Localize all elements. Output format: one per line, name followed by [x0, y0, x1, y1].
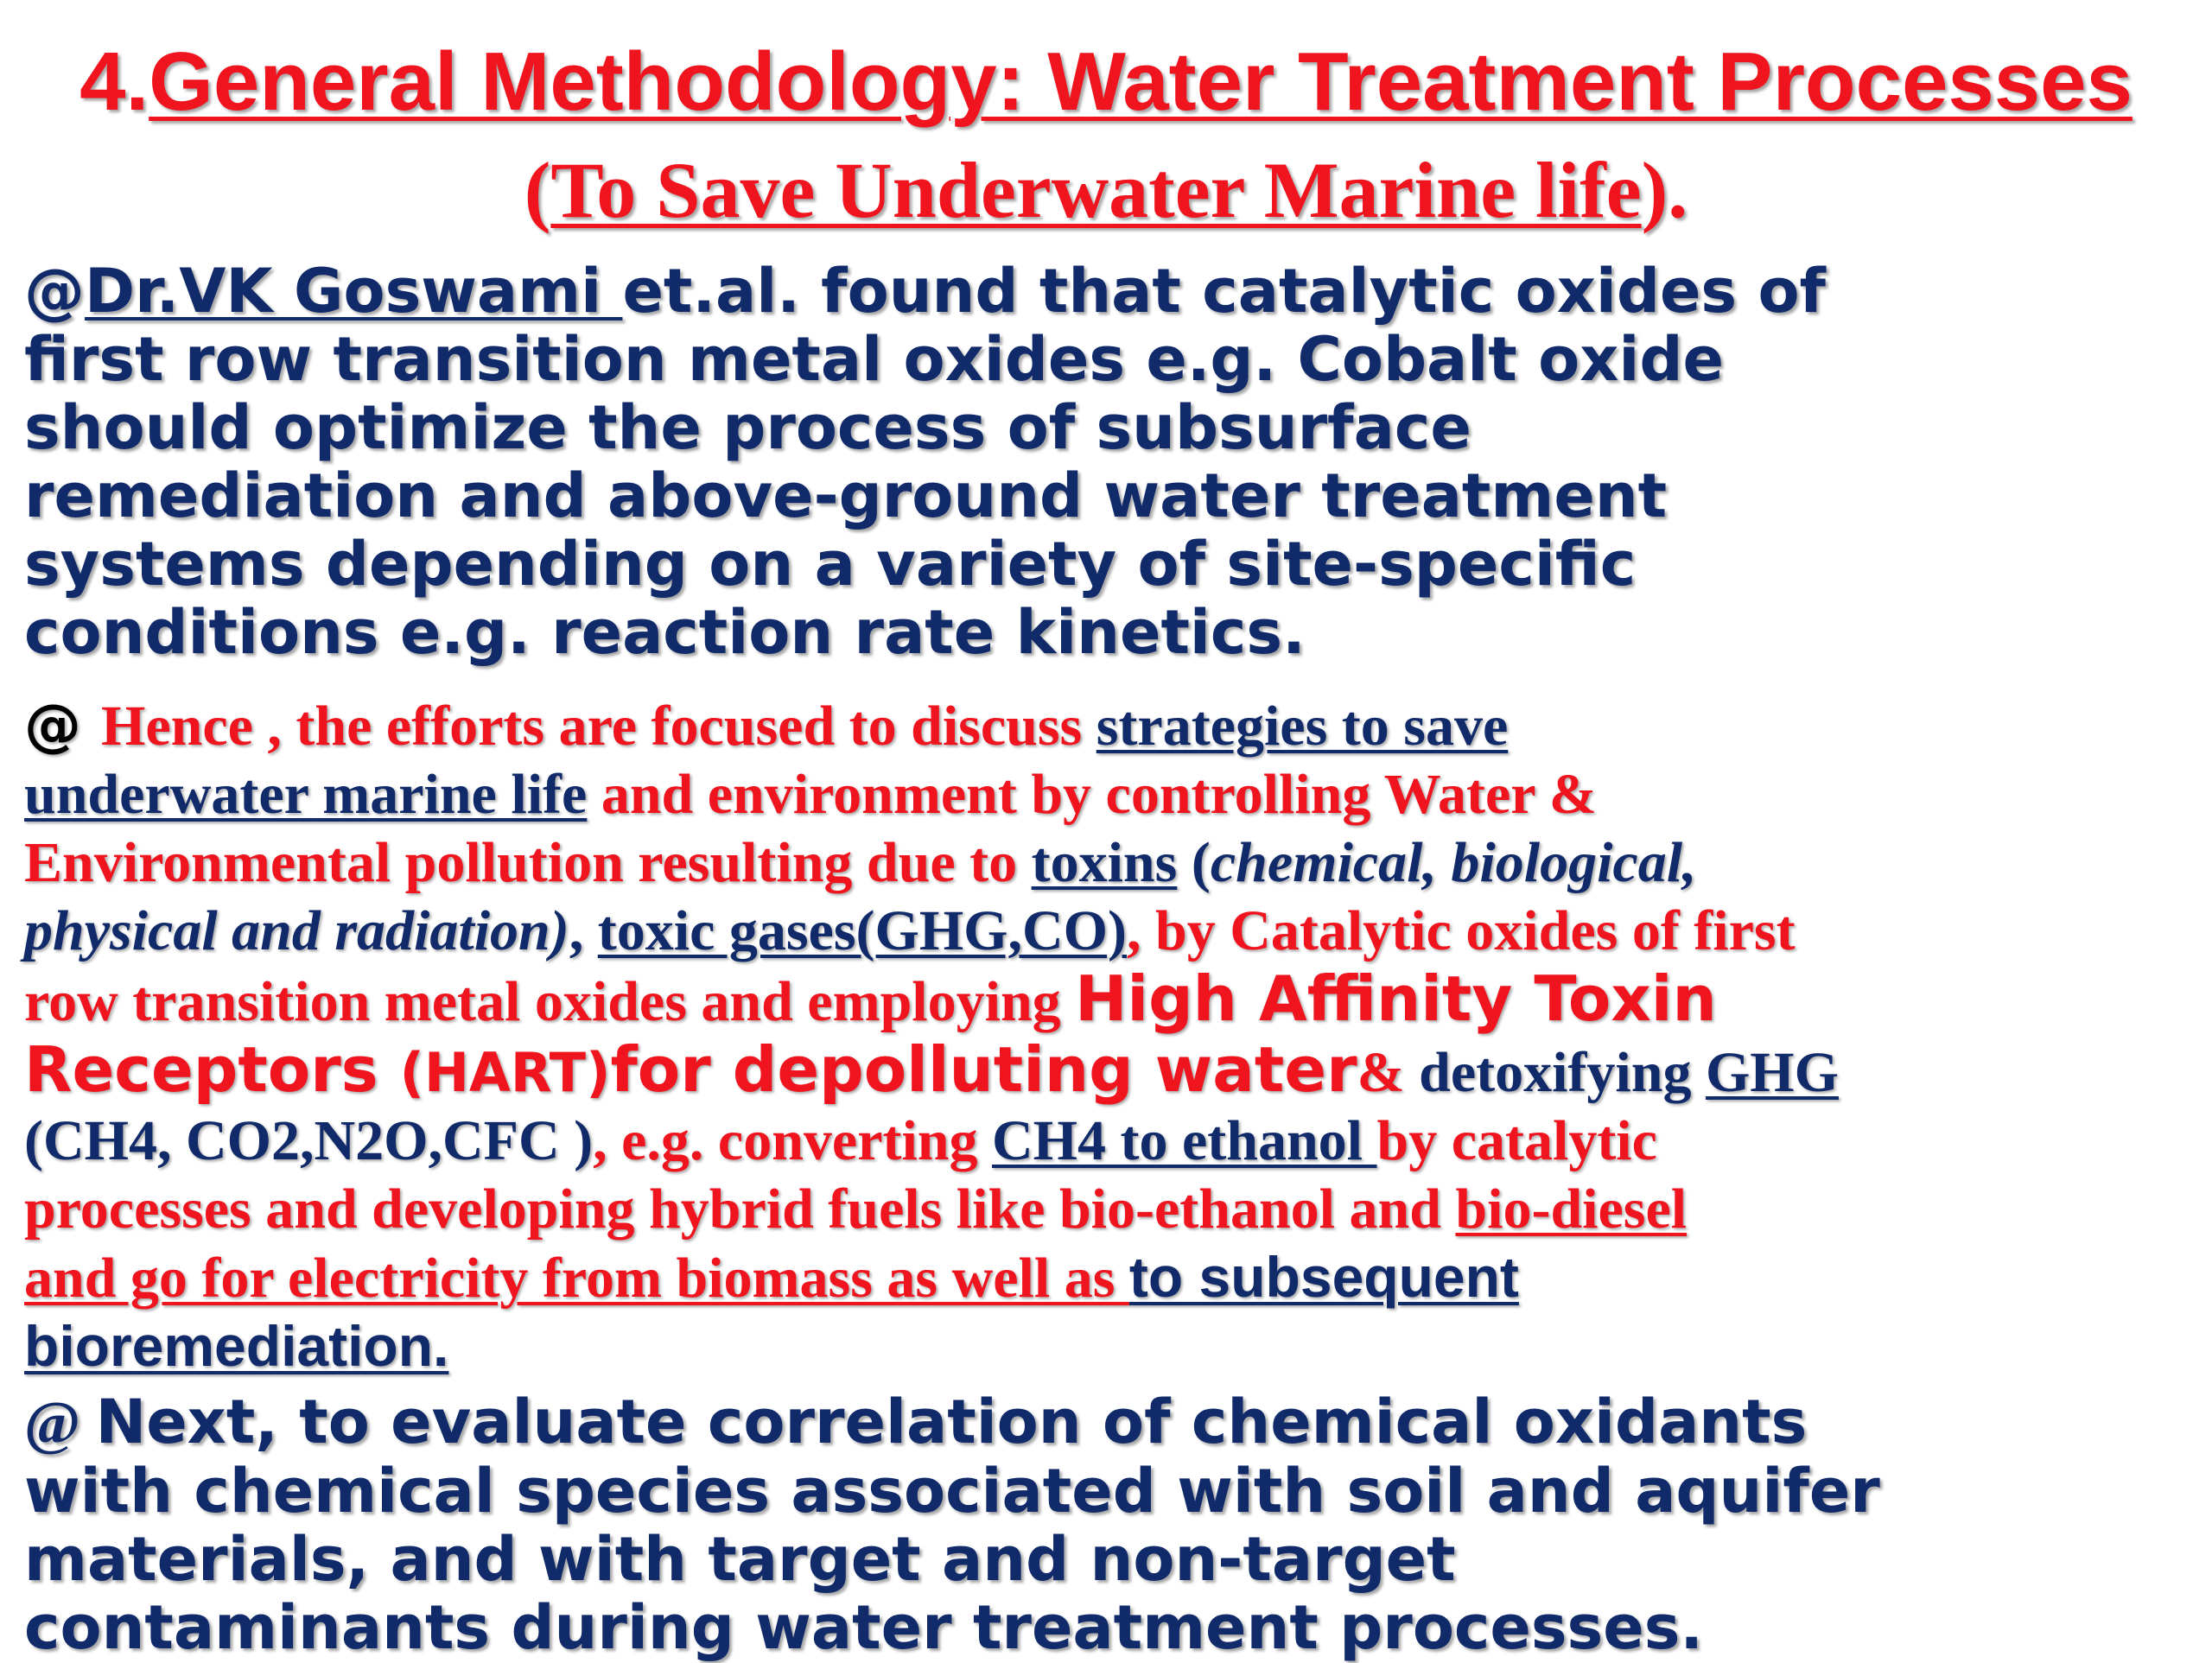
paragraph-findings — [24, 257, 2202, 667]
text-run: detoxifying — [1419, 1041, 1706, 1104]
text-run: & — [1357, 1041, 1420, 1104]
text-run: chemical, biological, — [1210, 831, 1697, 894]
title-text: General Methodology: Water Treatment Processes — [149, 35, 2133, 128]
text-run: CH4 to ethanol — [992, 1109, 1377, 1172]
at-symbol: @ — [24, 692, 101, 759]
paragraph-line: should optimize the process of subsurface — [24, 392, 1471, 463]
paragraph-line — [24, 691, 2202, 760]
subtitle-open: ( — [524, 146, 551, 234]
paragraph-next-steps — [24, 1388, 2202, 1662]
paragraph-line — [24, 257, 2202, 326]
text-run: High Affinity Toxin — [1075, 962, 1717, 1035]
text-run: bio-diesel — [1455, 1177, 1688, 1241]
text-run: , by Catalytic oxides of first — [1127, 899, 1796, 962]
text-run: (CH4, CO2,N2O,CFC ) — [24, 1109, 594, 1172]
text-run: strategies to save — [1096, 695, 1509, 758]
paragraph-line — [24, 828, 2202, 897]
paragraph-strategies — [24, 691, 2202, 1381]
paragraph-line — [24, 962, 2202, 1036]
slide-subtitle — [0, 145, 2212, 235]
slide-title — [0, 35, 2212, 130]
text-run: Environmental pollution resulting due to — [24, 831, 1032, 894]
subtitle-text: To Save Underwater Marine life — [550, 146, 1642, 234]
text-run: for depolluting water — [610, 1033, 1357, 1106]
at-symbol: @ — [24, 1390, 96, 1457]
text-run: Hence , the efforts are focused to discuss — [100, 695, 1096, 758]
text-run: bioremediation. — [24, 1314, 449, 1378]
text-run: toxins — [1031, 831, 1178, 894]
paragraph-line — [24, 760, 2202, 828]
paragraph-text: et.al. found that catalytic oxides of — [622, 256, 1827, 327]
paragraph-text: Next, to evaluate correlation of chemical oxidants — [95, 1387, 1808, 1457]
text-run: underwater marine life — [24, 763, 588, 826]
title-number: 4. — [79, 35, 149, 128]
text-run: to subsequent — [1128, 1245, 1519, 1309]
text-run: processes and developing hybrid fuels like bio-ethanol and — [24, 1177, 1456, 1241]
text-run: row transition metal oxides and employing — [24, 970, 1076, 1033]
text-run: and environment by controlling Water & — [587, 763, 1597, 826]
text-run: toxic gases(GHG,CO) — [597, 899, 1127, 962]
paragraph-line: systems depending on a variety of site-specific — [24, 529, 1637, 600]
paragraph-line — [24, 1312, 2202, 1381]
paragraph-line: conditions e.g. reaction rate kinetics. — [24, 597, 1306, 668]
author-name: Dr.VK Goswami — [85, 256, 623, 327]
paragraph-line — [24, 1175, 2202, 1243]
paragraph-line: with chemical species associated with soil and aquifer — [24, 1456, 1880, 1527]
at-symbol: @ — [24, 256, 85, 327]
text-run: physical and radiation) — [24, 899, 569, 962]
text-run: and go for electricity from biomass as well as — [24, 1247, 1129, 1310]
paragraph-line: remediation and above-ground water treatment — [24, 460, 1668, 531]
text-run: by catalytic — [1376, 1109, 1657, 1172]
paragraph-line — [24, 1388, 2202, 1457]
paragraph-line: contaminants during water treatment processes. — [24, 1592, 1703, 1663]
paragraph-line — [24, 1033, 2202, 1107]
paragraph-line — [24, 1107, 2202, 1175]
paragraph-line: materials, and with target and non-target — [24, 1524, 1456, 1595]
text-run: , e.g. converting — [593, 1109, 993, 1172]
text-run: , — [569, 899, 598, 962]
paragraph-line: first row transition metal oxides e.g. Cobalt oxide — [24, 324, 1724, 395]
text-run: Receptors — [24, 1033, 400, 1106]
subtitle-close: ). — [1641, 146, 1688, 234]
paragraph-line — [24, 1243, 2202, 1312]
text-run: ( — [1177, 831, 1211, 894]
text-run: GHG — [1705, 1041, 1839, 1104]
text-run: (HART) — [399, 1041, 611, 1104]
paragraph-line — [24, 897, 2202, 965]
